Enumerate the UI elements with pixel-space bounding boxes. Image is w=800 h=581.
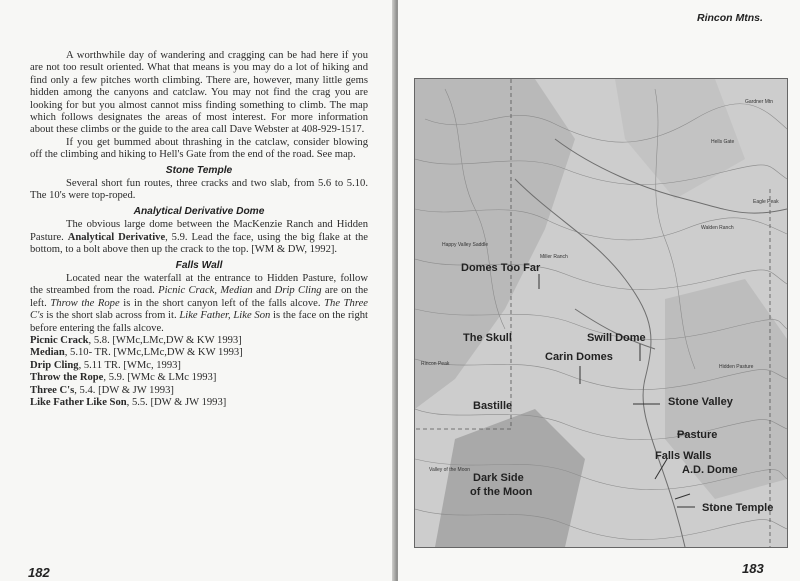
map-label-eagle-peak: Eagle Peak — [753, 199, 779, 205]
falls-wall-heading: Falls Wall — [175, 259, 223, 271]
route-item: Median, 5.10- TR. [WMc,LMc,DW & KW 1993] — [30, 347, 243, 359]
falls-wall-text: Located near the waterfall at the entrance to Hidden Pasture, follow the streambed from the road. Picnic Crack, Median and Drip Cling are on the left. Throw the Rope is in the short canyon left of the falls alcove. The Three C's is the short slab across from it. Like Father, Like Son is the face on the right before entering the falls alcove. — [30, 272, 368, 334]
map-label-hidden-pasture: Hidden Pasture — [719, 364, 754, 370]
map-label-ad-dome: A.D. Dome — [682, 464, 738, 476]
map-label-dark-side: Dark Side — [473, 472, 524, 484]
page-number-left: 182 — [28, 565, 50, 580]
map-label-rincon-peak: Rincon Peak — [421, 361, 450, 367]
map-label-the-skull: The Skull — [463, 332, 512, 344]
map-label-falls-walls: Falls Walls — [655, 450, 712, 462]
map-label-domes-too-far: Domes Too Far — [461, 262, 541, 274]
map-label-walden-ranch: Walden Ranch — [701, 225, 734, 231]
topo-map-graphic — [415, 79, 787, 547]
map-label-bastille: Bastille — [473, 400, 513, 412]
route-list — [30, 335, 368, 409]
map-label-happy-valley-saddle: Happy Valley Saddle — [442, 242, 489, 248]
ad-dome-heading: Analytical Derivative Dome — [133, 205, 265, 217]
route-item: Like Father Like Son, 5.5. [DW & JW 1993] — [30, 396, 227, 408]
stone-temple-text: Several short fun routes, three cracks and two slab, from 5.6 to 5.10. The 10's were top-roped. — [30, 178, 368, 202]
route-name: Analytical Derivative — [67, 231, 166, 243]
topo-map — [414, 78, 788, 548]
left-page-text — [30, 50, 368, 409]
map-label-hells-gate: Hells Gate — [711, 139, 735, 145]
intro-paragraph: A worthwhile day of wandering and cragging can be had here if you are not too result oriented. What that means is you may do a lot of hiking and find only a few pitches worth climbing. There are, however, many little gems hidden among the canyons and catclaw. You may not find the crag you are looking for but you almost cannot miss finding something to climb. The map which follows designates the areas of most interest. For more information about these climbs or the guide to the area call Dave Webster at 408-929-1517. — [30, 50, 368, 136]
hells-gate-paragraph: If you get bummed about thrashing in the catclaw, consider blowing off the climbing and hiking to Hell's Gate from the end of the road. See map. — [30, 136, 368, 161]
ad-dome-text: The obvious large dome between the MacKenzie Ranch and Hidden Pasture. Analytical Derivative, 5.9. Lead the face, using the big flake at the bottom, to a bolt above then up the crack to the top. [WM & DW, 1992]. — [30, 219, 369, 256]
map-label-stone-temple: Stone Temple — [702, 502, 774, 514]
map-label-gardner-mtn: Gardner Mtn — [745, 99, 774, 105]
map-label-valley-of-the-moon: Valley of the Moon — [429, 467, 471, 473]
map-label-stone-valley: Stone Valley — [668, 396, 733, 408]
map-label-swill-dome: Swill Dome — [587, 332, 646, 344]
page-number-right: 183 — [742, 561, 764, 576]
route-item: Drip Cling, 5.11 TR. [WMc, 1993] — [30, 359, 181, 371]
running-header: Rincon Mtns. — [697, 12, 763, 24]
route-item: Picnic Crack, 5.8. [WMc,LMc,DW & KW 1993] — [30, 334, 242, 346]
map-label-miller-ranch: Miller Ranch — [540, 254, 568, 260]
map-label-pasture: Pasture — [677, 429, 718, 441]
route-item: Three C's, 5.4. [DW & JW 1993] — [30, 384, 174, 396]
route-item: Throw the Rope, 5.9. [WMc & LMc 1993] — [30, 372, 217, 384]
stone-temple-heading: Stone Temple — [165, 164, 233, 176]
map-label-carin-domes: Carin Domes — [545, 351, 613, 363]
left-page — [0, 0, 395, 581]
map-label-of-the-moon: of the Moon — [470, 486, 533, 498]
